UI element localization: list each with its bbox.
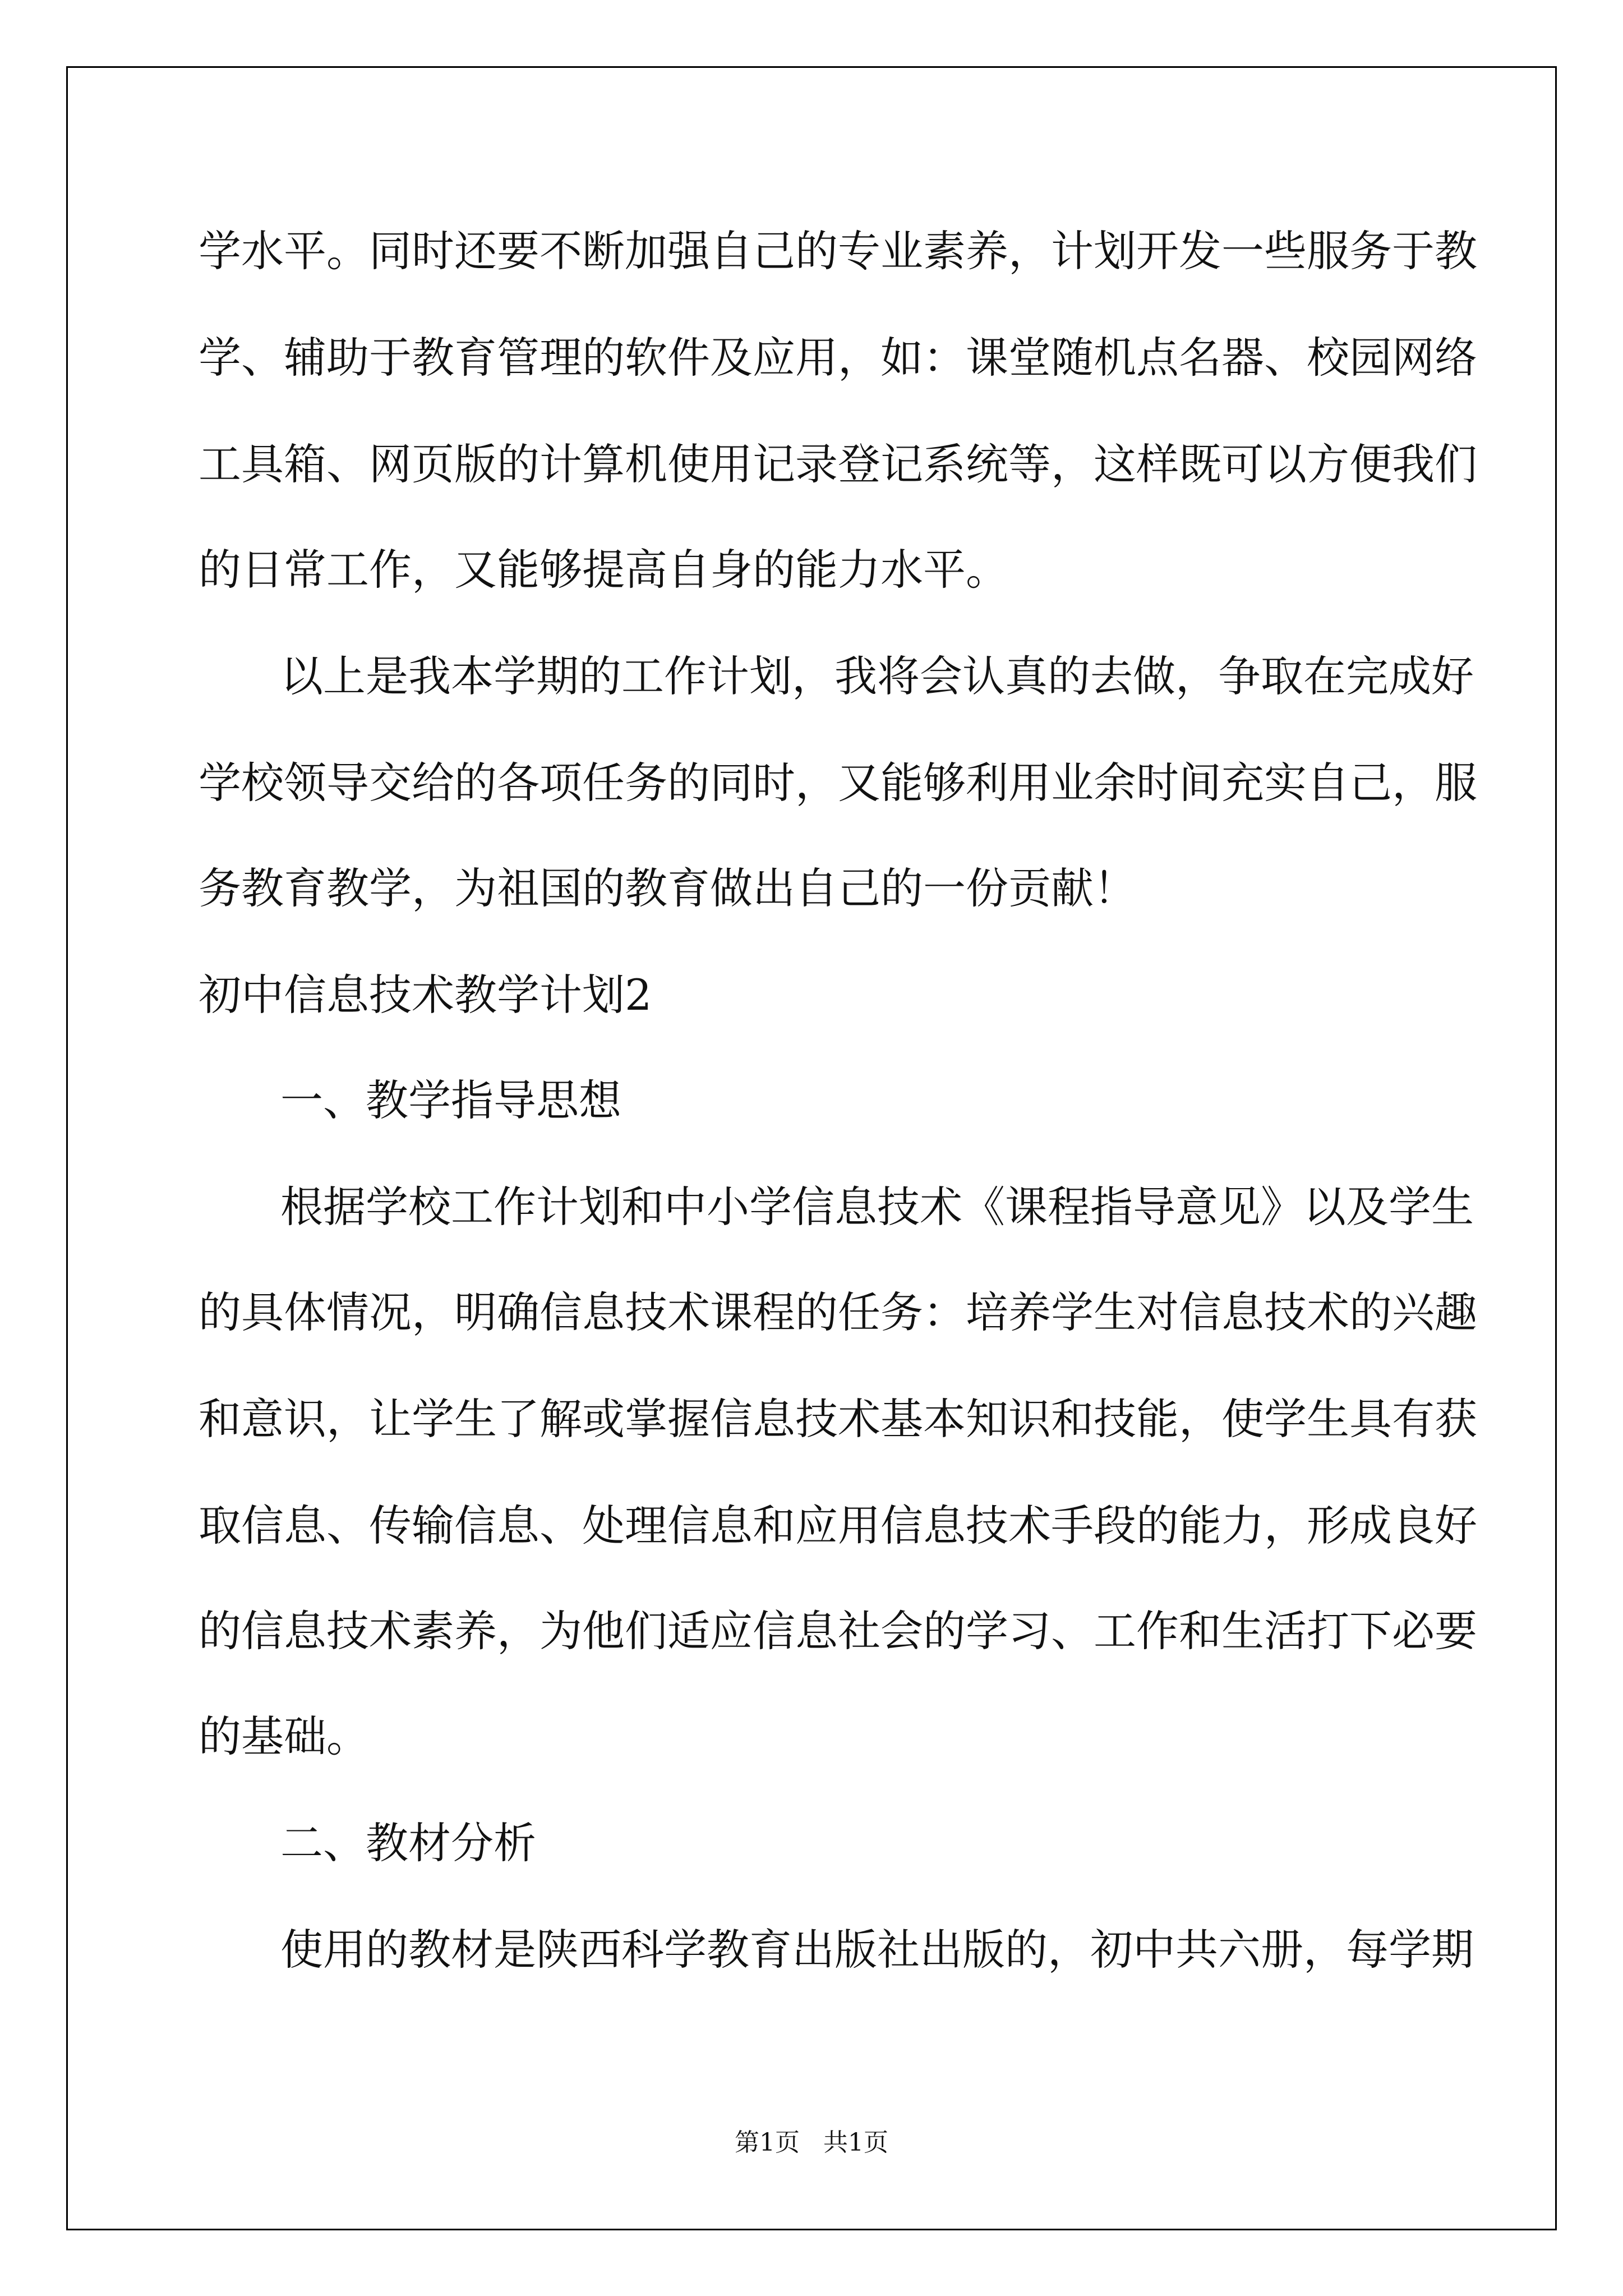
paragraph-line: 的日常工作，又能够提高自身的能力水平。 xyxy=(199,545,1008,595)
page-footer xyxy=(0,2127,1623,2159)
section-heading: 一、教学指导思想 xyxy=(280,1075,621,1125)
paragraph-line: 以上是我本学期的工作计划，我将会认真的去做，争取在完成好 xyxy=(280,651,1474,701)
paragraph-line: 学校领导交给的各项任务的同时，又能够利用业余时间充实自己，服 xyxy=(199,758,1477,808)
paragraph-line: 工具箱、网页版的计算机使用记录登记系统等，这样既可以方便我们 xyxy=(199,439,1477,489)
paragraph-line: 的具体情况，明确信息技术课程的任务：培养学生对信息技术的兴趣 xyxy=(199,1287,1477,1337)
paragraph-line: 的基础。 xyxy=(199,1711,369,1761)
page-number: 第1页 xyxy=(735,2128,800,2157)
page-total: 共1页 xyxy=(823,2128,888,2157)
paragraph-line: 学、辅助于教育管理的软件及应用，如：课堂随机点名器、校园网络 xyxy=(199,333,1477,383)
paragraph-line: 取信息、传输信息、处理信息和应用信息技术手段的能力，形成良好 xyxy=(199,1501,1477,1550)
section-title: 初中信息技术教学计划2 xyxy=(199,970,652,1020)
paragraph-line: 根据学校工作计划和中小学信息技术《课程指导意见》以及学生 xyxy=(280,1182,1474,1232)
paragraph-line: 使用的教材是陕西科学教育出版社出版的，初中共六册，每学期 xyxy=(280,1925,1474,1975)
paragraph-line: 学水平。同时还要不断加强自己的专业素养，计划开发一些服务于教 xyxy=(199,226,1477,276)
paragraph-line: 的信息技术素养，为他们适应信息社会的学习、工作和生活打下必要 xyxy=(199,1606,1477,1656)
paragraph-line: 和意识，让学生了解或掌握信息技术基本知识和技能，使学生具有获 xyxy=(199,1394,1477,1444)
section-heading: 二、教材分析 xyxy=(280,1818,536,1868)
page-border xyxy=(66,66,1557,2230)
paragraph-line: 务教育教学，为祖国的教育做出自己的一份贡献！ xyxy=(199,863,1136,913)
